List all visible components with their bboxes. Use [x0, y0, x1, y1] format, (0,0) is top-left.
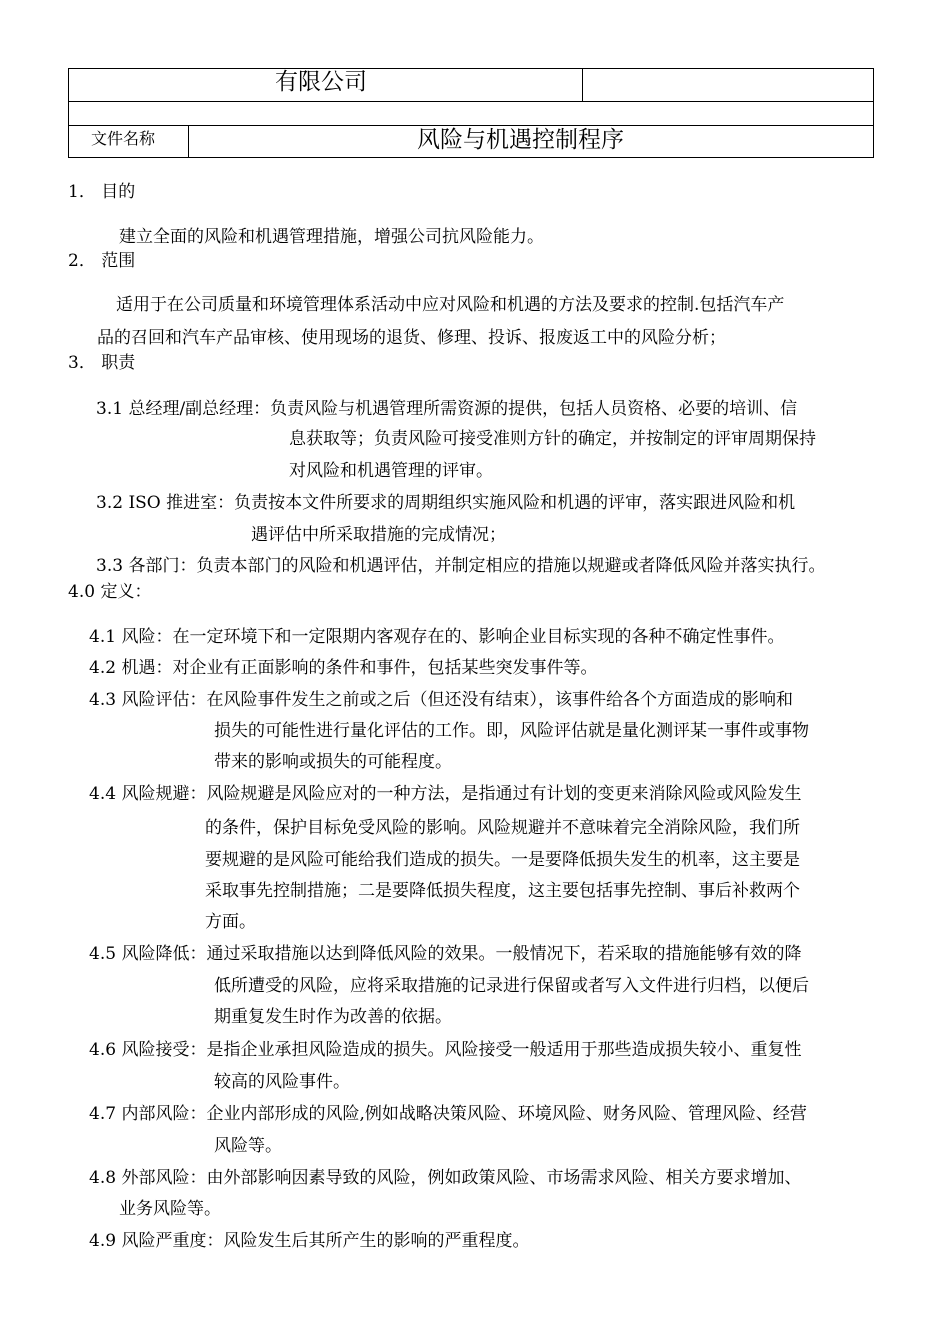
clause-line: 遇评估中所采取措施的完成情况；: [251, 525, 506, 545]
definition-line: 4.4 风险规避：风险规避是风险应对的一种方法，是指通过有计划的变更来消除风险或风险发生: [89, 784, 802, 804]
definition-line: 风险等。: [214, 1136, 282, 1156]
definition-line: 较高的风险事件。: [214, 1072, 350, 1092]
definition-line: 4.6 风险接受：是指企业承担风险造成的损失。风险接受一般适用于那些造成损失较小、重复性: [89, 1040, 802, 1060]
file-name-label: 文件名称: [91, 129, 156, 148]
clause-line: 3.2 ISO 推进室：负责按本文件所要求的周期组织实施风险和机遇的评审，落实跟进风险和机: [96, 493, 796, 513]
paragraph-line: 建立全面的风险和机遇管理措施，增强公司抗风险能力。: [119, 227, 544, 247]
paragraph-line: 品的召回和汽车产品审核、使用现场的退货、修理、投诉、报废返工中的风险分析；: [97, 328, 726, 348]
header-divider: [188, 125, 189, 158]
definition-line: 方面。: [205, 912, 256, 932]
paragraph-line: 适用于在公司质量和环境管理体系活动中应对风险和机遇的方法及要求的控制.包括汽车产: [116, 295, 785, 315]
definition-line: 4.7 内部风险：企业内部形成的风险,例如战略决策风险、环境风险、财务风险、管理风险、经营: [89, 1104, 807, 1124]
section-heading: 1． 目的: [68, 182, 136, 202]
definition-line: 带来的影响或损失的可能程度。: [214, 752, 452, 772]
definition-line: 期重复发生时作为改善的依据。: [214, 1007, 452, 1027]
document-header-table: [68, 68, 874, 158]
clause-line: 3.3 各部门：负责本部门的风险和机遇评估，并制定相应的措施以规避或者降低风险并落实执行。: [96, 556, 826, 576]
definition-line: 4.2 机遇：对企业有正面影响的条件和事件，包括某些突发事件等。: [89, 658, 598, 678]
definition-line: 4.8 外部风险：由外部影响因素导致的风险，例如政策风险、市场需求风险、相关方要求增加、: [89, 1168, 802, 1188]
definition-line: 业务风险等。: [119, 1199, 221, 1219]
definition-line: 的条件，保护目标免受风险的影响。风险规避并不意味着完全消除风险，我们所: [205, 818, 800, 838]
file-name: 风险与机遇控制程序: [417, 127, 624, 153]
definition-line: 4.1 风险：在一定环境下和一定限期内客观存在的、影响企业目标实现的各种不确定性事件。: [89, 627, 785, 647]
header-divider: [582, 69, 583, 101]
definition-line: 4.9 风险严重度：风险发生后其所产生的影响的严重程度。: [89, 1231, 530, 1251]
definition-line: 损失的可能性进行量化评估的工作。即，风险评估就是量化测评某一事件或事物: [214, 721, 809, 741]
definition-line: 4.3 风险评估：在风险事件发生之前或之后（但还没有结束），该事件给各个方面造成的影响和: [89, 690, 793, 710]
definition-line: 采取事先控制措施；二是要降低损失程度，这主要包括事先控制、事后补救两个: [205, 881, 800, 901]
section-heading: 3． 职责: [68, 353, 136, 373]
definition-line: 4.5 风险降低：通过采取措施以达到降低风险的效果。一般情况下，若采取的措施能够有效的降: [89, 944, 802, 964]
clause-line: 3.1 总经理/副总经理：负责风险与机遇管理所需资源的提供，包括人员资格、必要的培训、信: [96, 399, 798, 419]
header-divider: [69, 101, 873, 102]
clause-line: 对风险和机遇管理的评审。: [289, 461, 493, 481]
section-heading: 4.0 定义：: [68, 582, 152, 602]
definition-line: 低所遭受的风险，应将采取措施的记录进行保留或者写入文件进行归档，以便后: [214, 976, 809, 996]
definition-line: 要规避的是风险可能给我们造成的损失。一是要降低损失发生的机率，这主要是: [205, 850, 800, 870]
section-heading: 2． 范围: [68, 251, 136, 271]
company-name: 有限公司: [275, 69, 367, 95]
clause-line: 息获取等；负责风险可接受准则方针的确定，并按制定的评审周期保持: [289, 429, 816, 449]
